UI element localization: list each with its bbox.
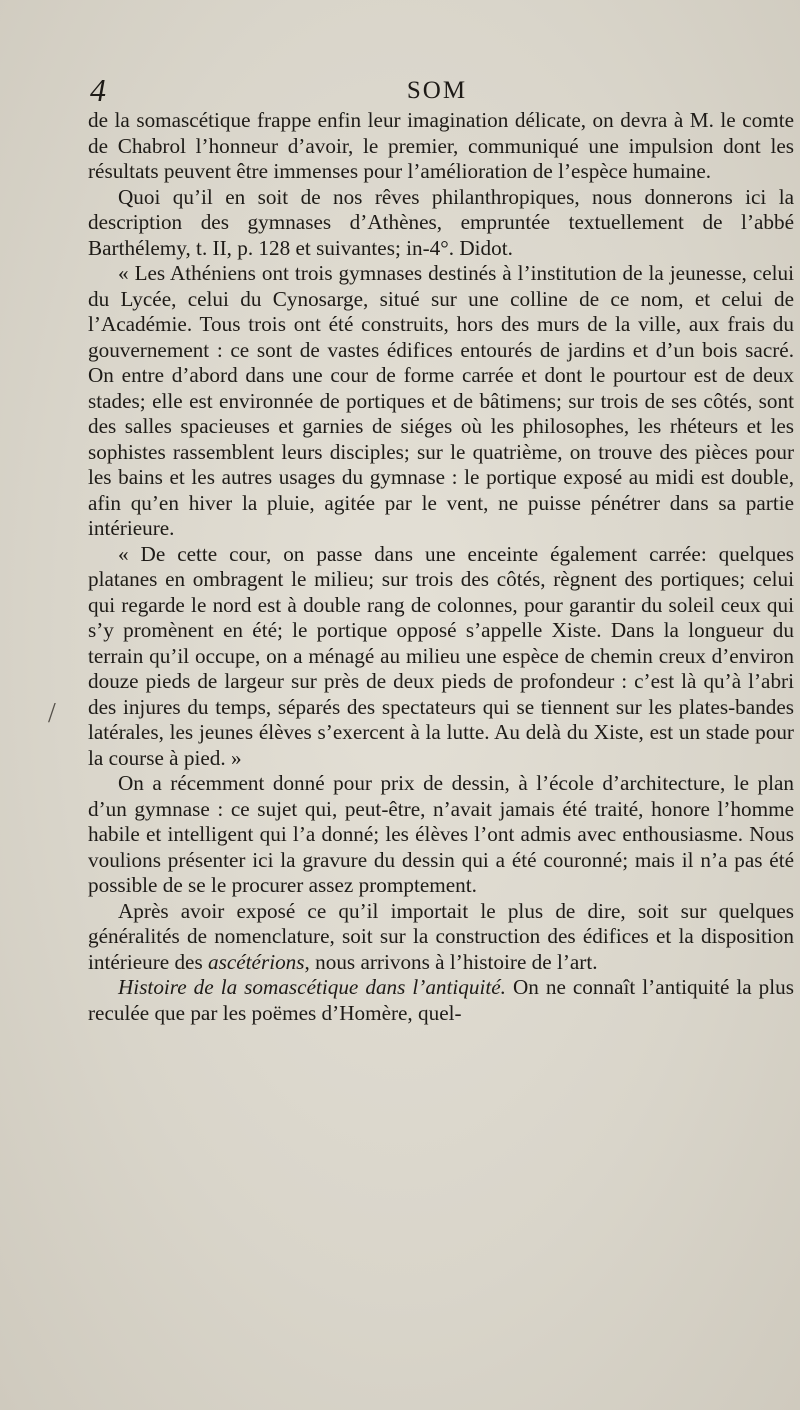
running-head: SOM bbox=[406, 77, 468, 104]
paragraph-gymnases-quote-1: « Les Athéniens ont trois gymnases destinés à l’institution de la jeunesse, celui du Lycée, celui du Cynosarge, situé sur une colline de ce nom, et celui de l’Académie. Tous trois ont été construits, hors des murs de la ville, aux frais du gouvernement : ce sont de vastes édifices entourés de jardins et d’un bois sacré. On entre d’abord dans une cour de forme carrée et dont le pourtour est de deux stades; elle est environnée de portiques et de bâtimens; sur trois de ses côtés, sont des salles spacieuses et garnies de siéges où les philosophes, les rhéteurs et les sophistes rassemblent leurs disciples; sur le quatrième, on trouve des pièces pour les bains et les autres usages du gymnase : le portique exposé au midi est double, afin qu’en hiver la pluie, agitée par le vent, ne puisse pénétrer dans sa partie intérieure. bbox=[88, 261, 794, 540]
history-intro-text-end: , nous arrivons à l’histoire de l’art. bbox=[304, 949, 598, 974]
paragraph-philanthropy: Quoi qu’il en soit de nos rêves philanthropiques, nous donnerons ici la description des gymnases d’Athènes, empruntée textuellement de l’abbé Barthélemy, t. II, p. 128 et suivantes; in-4°. Didot. bbox=[88, 184, 794, 260]
page-number: 4 bbox=[90, 72, 106, 108]
section-heading-antiquity: Histoire de la somascétique dans l’antiquité. bbox=[118, 975, 506, 999]
margin-slash-mark: / bbox=[48, 698, 56, 729]
paragraph-gymnases-quote-2: « De cette cour, on passe dans une enceinte également carrée: quelques platanes en ombragent le milieu; sur trois des côtés, règnent des portiques; celui qui regarde le nord est à double rang de colonnes, pour garantir du soleil ceux qui s’y promènent en été; le portique opposé s’appelle Xiste. Dans la longueur du terrain qu’il occupe, on a ménagé au milieu une espèce de chemin creux d’environ douze pieds de largeur sur près de deux pieds de profondeur : c’est là qu’à l’abri des injures du temps, séparés des spectateurs qui se tiennent sur les plates-bandes latérales, les jeunes élèves s’exercent à la lutte. Au delà du Xiste, est un stade pour la course à pied. » bbox=[88, 541, 794, 770]
paragraph-antiquity-section bbox=[88, 975, 794, 1026]
body-text bbox=[88, 108, 794, 1026]
paragraph-continuation: de la somascétique frappe enfin leur imagination délicate, on devra à M. le comte de Chabrol l’honneur d’avoir, le premier, communiqué une impulsion dont les résultats peuvent être immenses pour l’amélioration de l’espèce humaine. bbox=[88, 108, 794, 183]
ascetérions-term: ascétérions bbox=[208, 949, 305, 974]
history-intro-text-start: Après avoir exposé ce qu’il importait le plus de dire, soit sur quelques généralités de nomenclature, soit sur la construction des édifices et la disposition intérieure des bbox=[88, 898, 794, 974]
antiquity-text: On ne connaît l’antiquité la plus reculée que par les poëmes d’Homère, quel- bbox=[88, 975, 794, 1025]
paragraph-history-intro bbox=[88, 899, 794, 976]
page-header bbox=[88, 70, 768, 110]
paragraph-prize-drawing: On a récemment donné pour prix de dessin, à l’école d’architecture, le plan d’un gymnase : ce sujet qui, peut-être, n’avait jamais été traité, honore l’homme habile et intelligent qui l’a donné; les élèves l’ont admis avec enthousiasme. Nous voulions présenter ici la gravure du dessin qui a été couronné; mais il n’a pas été possible de se le procurer assez promptement. bbox=[88, 771, 794, 897]
